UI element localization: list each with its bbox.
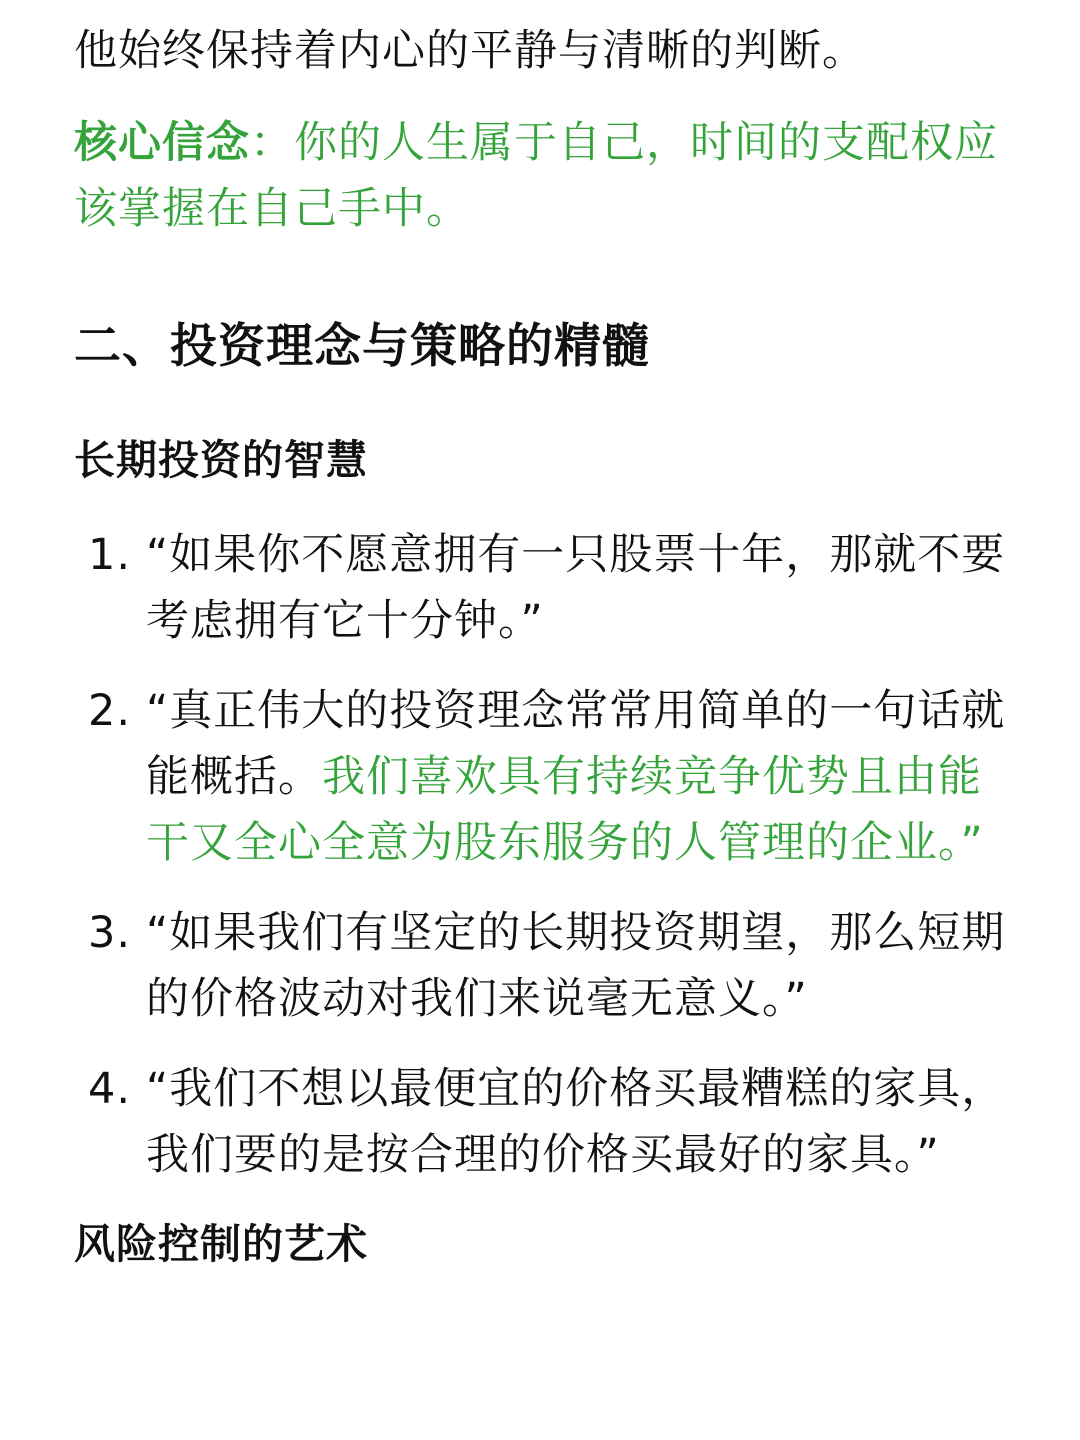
- quote-text: “如果我们有坚定的长期投资期望，那么短期的价格波动对我们来说毫无意义。”: [146, 908, 1006, 1024]
- section-heading-investment: 二、投资理念与策略的精髓: [74, 319, 650, 374]
- intro-tail-paragraph: 他始终保持着内心的平静与清晰的判断。: [74, 26, 866, 76]
- quote-text: “如果你不愿意拥有一只股票十年，那就不要考虑拥有它十分钟。”: [146, 530, 1006, 646]
- quote-text: “我们不想以最便宜的价格买最糟糕的家具，我们要的是按合理的价格买最好的家具。”: [146, 1064, 1006, 1180]
- quote-number: 1.: [88, 530, 132, 580]
- quote-item: [74, 522, 1006, 654]
- quote-text: “真正伟大的投资理念常常用简单的一句话就能概括。: [146, 686, 1006, 802]
- core-belief-paragraph: [74, 110, 1006, 242]
- quote-item: [74, 1056, 1006, 1188]
- core-belief-colon: ：: [250, 118, 294, 168]
- quote-item: [74, 678, 1006, 876]
- quote-number: 3.: [88, 908, 132, 958]
- quote-number: 4.: [88, 1064, 132, 1114]
- quote-list: [74, 522, 1006, 1188]
- subsection-heading-risk-control: 风险控制的艺术: [74, 1220, 368, 1268]
- quote-number: 2.: [88, 686, 132, 736]
- core-belief-text: 你的人生属于自己，时间的支配权应该掌握在自己手中。: [74, 118, 998, 234]
- core-belief-label: 核心信念: [74, 118, 250, 168]
- quote-item: [74, 900, 1006, 1032]
- subsection-heading-long-term: 长期投资的智慧: [74, 436, 368, 484]
- quote-highlight-text: 我们喜欢具有持续竞争优势且由能干又全心全意为股东服务的人管理的企业。”: [146, 752, 984, 868]
